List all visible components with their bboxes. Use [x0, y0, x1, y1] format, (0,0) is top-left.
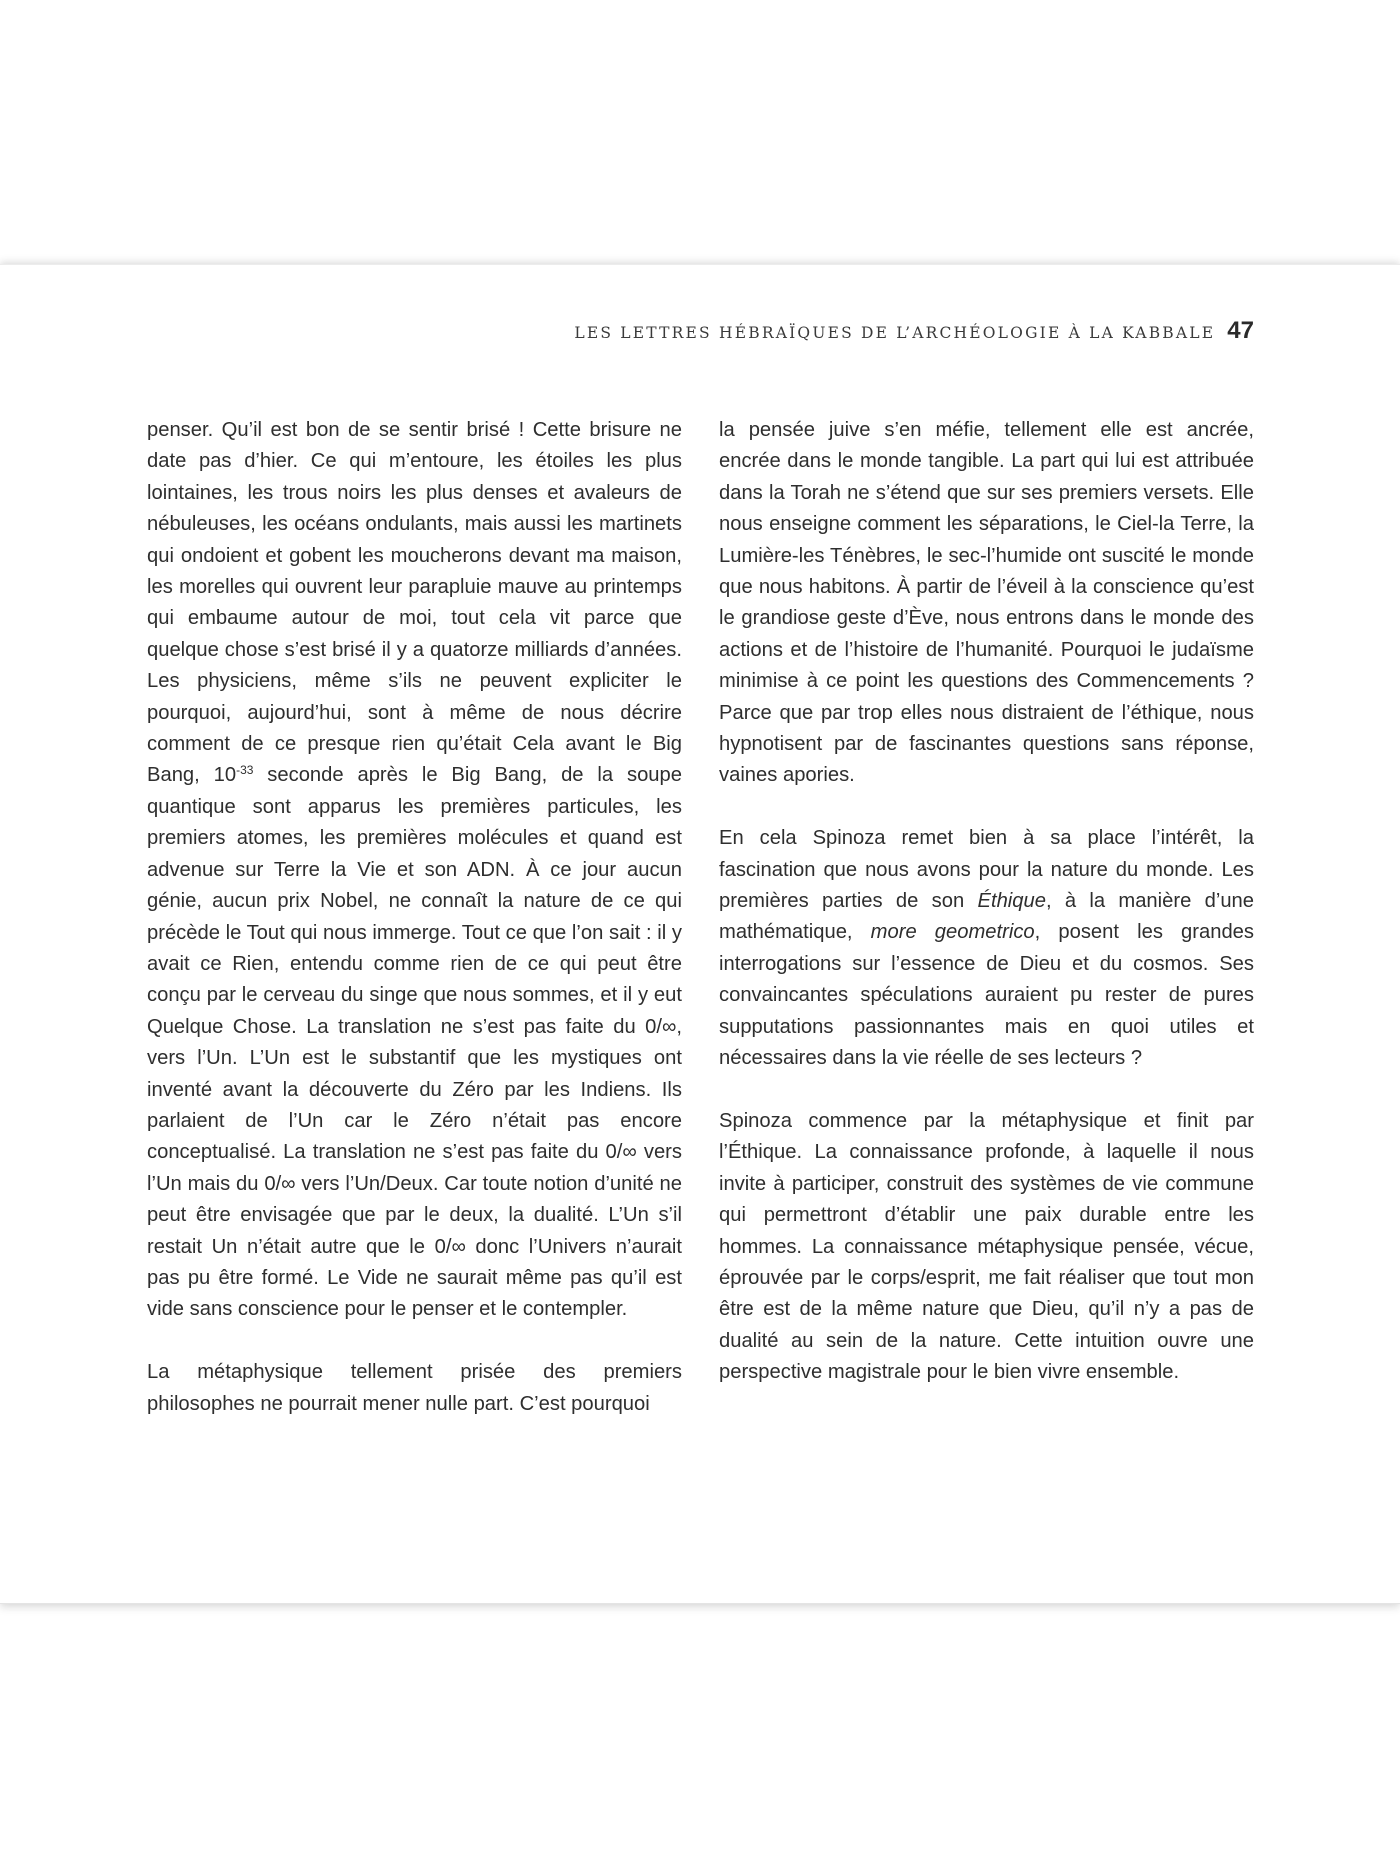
italic-title: Éthique — [977, 890, 1046, 913]
running-header — [574, 317, 1254, 345]
text-run: , posent les grandes interrogations sur l’essence de Dieu et du cosmos. Ses convaincantes spéculations auraient pu rester de pures supputations passionnantes mais en quoi utiles et nécessaires dans la vie réelle de ses lecteurs ? — [719, 921, 1254, 1070]
page-number: 47 — [1227, 317, 1254, 344]
text-run: En cela Spinoza remet bien à sa place l’intérêt, la fascination que nous avons pour la nature du monde. Les premières parties de son — [719, 827, 1254, 913]
text-run: , à la manière d’une mathématique, — [719, 890, 1254, 944]
left-text-column — [147, 415, 682, 1420]
paragraph: Spinoza commence par la métaphysique et finit par l’Éthique. La connaissance profonde, à laquelle il nous invite à participer, construit des systèmes de vie commune qui permettront d’établir une paix durable entre les hommes. La connaissance métaphysique pensée, vécue, éprouvée par le corps/esprit, me fait réaliser que tout mon être est de la même nature que Dieu, qu’il n’y a pas de dualité au sein de la nature. Cette intuition ouvre une perspective magistrale pour le bien vivre ensemble. — [719, 1109, 1254, 1384]
running-title: LES LETTRES HÉBRAÏQUES DE L’ARCHÉOLOGIE À LA KABBALE — [574, 324, 1216, 342]
text-run: penser. Qu’il est bon de se sentir brisé ! Cette brisure ne date pas d’hier. Ce qui m’entoure, les étoiles les plus lointaines, les trous noirs les plus denses et avaleurs de nébuleuses, les océans ondulants, mais aussi les martinets qui ondoient et gobent les moucherons devant ma maison, les morelles qui ouvrent leur parapluie mauve au printemps qui embaume autour de moi, tout cela vit parce que quelque chose s’est brisé il y a quatorze milliards d’années. Les physiciens, même s’ils ne peuvent expliciter le pourquoi, aujourd’hui, sont à même de nous décrire comment de ce presque rien qu’était Cela avant le Big Bang, 10 — [147, 419, 682, 787]
exponent: -33 — [236, 763, 254, 778]
paragraph — [719, 823, 1254, 1074]
text-run: seconde après le Big Bang, de la soupe quantique sont apparus les premières particules, les premiers atomes, les premières molécules et quand est advenue sur Terre la Vie et son ADN. À ce jour aucun génie, aucun prix Nobel, ne connaît la nature de ce qui précède le Tout qui nous immerge. Tout ce que l’on sait : il y avait ce Rien, entendu comme rien de ce qui peut être conçu par le cerveau du singe que nous sommes, et il y eut Quelque Chose. La translation ne s’est pas faite du 0/∞, vers l’Un. L’Un est le substantif que les mystiques ont inventé avant la découverte du Zéro par les Indiens. Ils parlaient de l’Un car le Zéro n’était pas encore conceptualisé. La translation ne s’est pas faite du 0/∞ vers l’Un mais du 0/∞ vers l’Un/Deux. Car toute notion d’unité ne peut être envisagée que par le deux, la dualité. L’Un s’il restait Un n’était autre que le 0/∞ donc l’Univers n’aurait pas pu être formé. Le Vide ne saurait même pas qu’il est vide sans conscience pour le penser et le contempler. — [147, 764, 682, 1321]
book-page — [0, 264, 1400, 1604]
italic-phrase: more geometrico — [870, 921, 1035, 944]
paragraph: La métaphysique tellement prisée des premiers philosophes ne pourrait mener nulle part. C’est pourquoi — [147, 1361, 682, 1415]
paragraph — [147, 415, 682, 1326]
paragraph: la pensée juive s’en méfie, tellement elle est ancrée, encrée dans le monde tangible. La part qui lui est attribuée dans la Torah ne s’étend que sur ses premiers versets. Elle nous enseigne comment les séparations, le Ciel-la Terre, la Lumière-les Ténèbres, le sec-l’humide ont suscité le monde que nous habitons. À partir de l’éveil à la conscience qu’est le grandiose geste d’Ève, nous entrons dans le monde des actions et de l’histoire de l’humanité. Pourquoi le judaïsme minimise à ce point les questions des Commencements ? Parce que par trop elles nous distraient de l’éthique, nous hypnotisent par de fascinantes questions sans réponse, vaines apories. — [719, 419, 1254, 787]
right-text-column — [719, 415, 1254, 1389]
